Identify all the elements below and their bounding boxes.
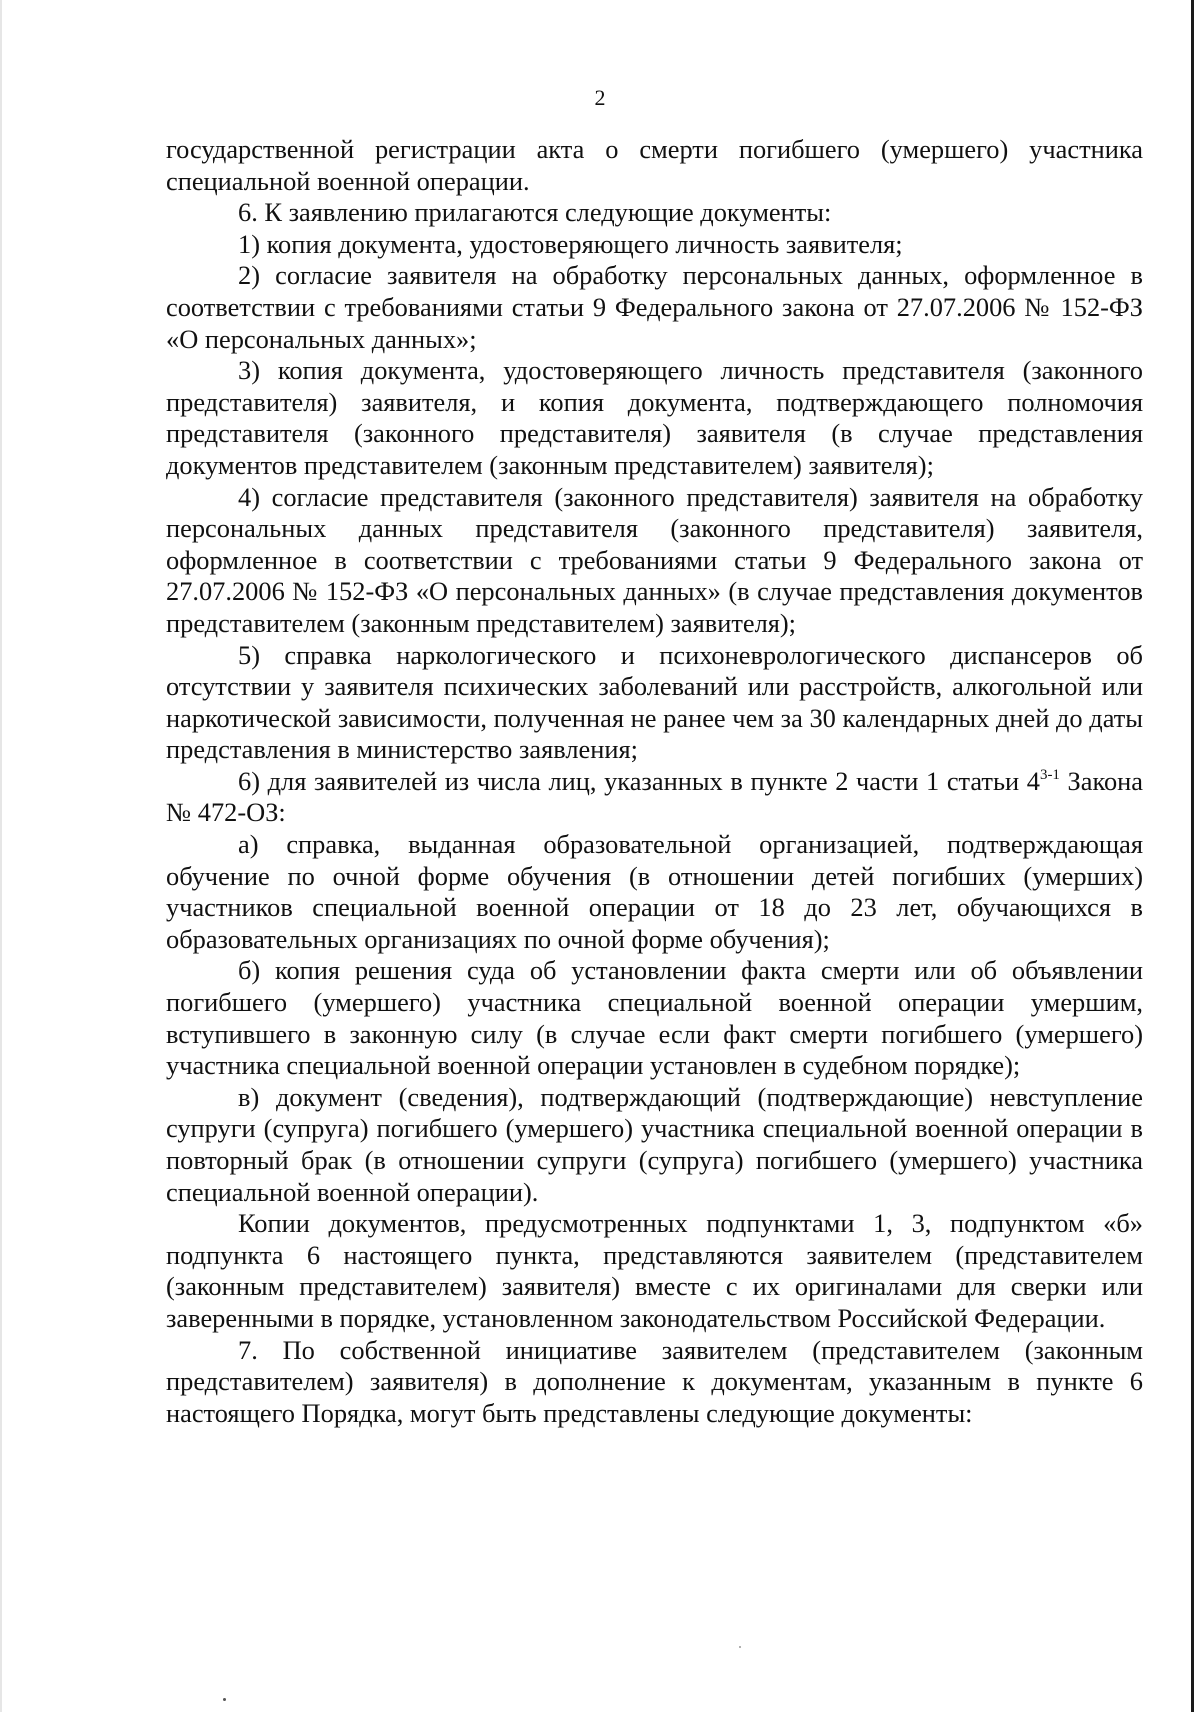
paragraph-copies-note: Копии документов, предусмотренных подпунктами 1, 3, подпунктом «б» подпункта 6 настоящего пункта, представляются заявителем (представителем (законным представителем) заявителя) вместе с их оригиналами для сверки или заверенными в порядке, установленном законодательством Российской Федерации.	[166, 1208, 1143, 1333]
paragraph-letter-b: б) копия решения суда об установлении факта смерти или об объявлении погибшего (умершего) участника специальной военной операции умершим, вступившего в законную силу (в случае если факт смерти погибшего (умершего) участника специальной военной операции установлен в судебном порядке);	[166, 955, 1143, 1081]
scan-edge-right	[1191, 0, 1194, 1712]
scan-speck	[223, 1698, 226, 1701]
scan-speck	[739, 1646, 741, 1648]
paragraph-subitem-4: 4) согласие представителя (законного представителя) заявителя на обработку персональных данных представителя (законного представителя) заявителя, оформленное в соответствии с требованиями статьи 9 Федерального закона от 27.07.2006 № 152-ФЗ «О персональных данных» (в случае представления документов представителем (законным представителем) заявителя);	[166, 481, 1143, 638]
paragraph-letter-v: в) документ (сведения), подтверждающий (подтверждающие) невступление супруги (супруга) погибшего (умершего) участника специальной военной операции в повторный брак (в отношении супруги (супруга) погибшего (умершего) участника специальной военной операции).	[166, 1081, 1143, 1207]
paragraph-letter-a: а) справка, выданная образовательной организацией, подтверждающая обучение по очной форме обучения (в отношении детей погибших (умерших) участников специальной военной операции от 18 до 23 лет, обучающихся в образовательных организациях по очной форме обучения);	[166, 829, 1143, 954]
paragraph-subitem-3: 3) копия документа, удостоверяющего личность представителя (законного представителя) заявителя, и копия документа, подтверждающего полномочия представителя (законного представителя) заявителя (в случае представления документов представителем (законным представителем) заявителя);	[166, 355, 1143, 480]
paragraph-subitem-6	[166, 766, 1143, 829]
paragraph-continuation: государственной регистрации акта о смерти погибшего (умершего) участника специальной военной операции.	[166, 134, 1143, 196]
paragraph-subitem-1: 1) копия документа, удостоверяющего личность заявителя;	[238, 228, 903, 259]
scan-edge-left	[0, 0, 2, 1712]
paragraph-item-6-heading: 6. К заявлению прилагаются следующие документы:	[238, 197, 832, 228]
page-number: 2	[594, 85, 606, 110]
paragraph-subitem-2: 2) согласие заявителя на обработку персональных данных, оформленное в соответствии с требованиями статьи 9 Федерального закона от 27.07.2006 № 152-ФЗ «О персональных данных»;	[166, 260, 1143, 354]
document-body	[166, 134, 1143, 1429]
paragraph-subitem-5: 5) справка наркологического и психоневрологического диспансеров об отсутствии у заявителя психических заболеваний или расстройств, алкогольной или наркотической зависимости, полученная не ранее чем за 30 календарных дней до даты представления в министерство заявления;	[166, 639, 1143, 765]
paragraph-item-7: 7. По собственной инициативе заявителем (представителем (законным представителем) заявителя) в дополнение к документам, указанным в пункте 6 настоящего Порядка, могут быть представлены следующие документы:	[166, 1334, 1143, 1428]
subitem-6-superscript: 3-1	[1039, 766, 1060, 783]
subitem-6-text-after: Закона № 472-ОЗ:	[166, 765, 1144, 828]
subitem-6-text: 6) для заявителей из числа лиц, указанных в пункте 2 части 1 статьи 4	[238, 765, 1040, 796]
